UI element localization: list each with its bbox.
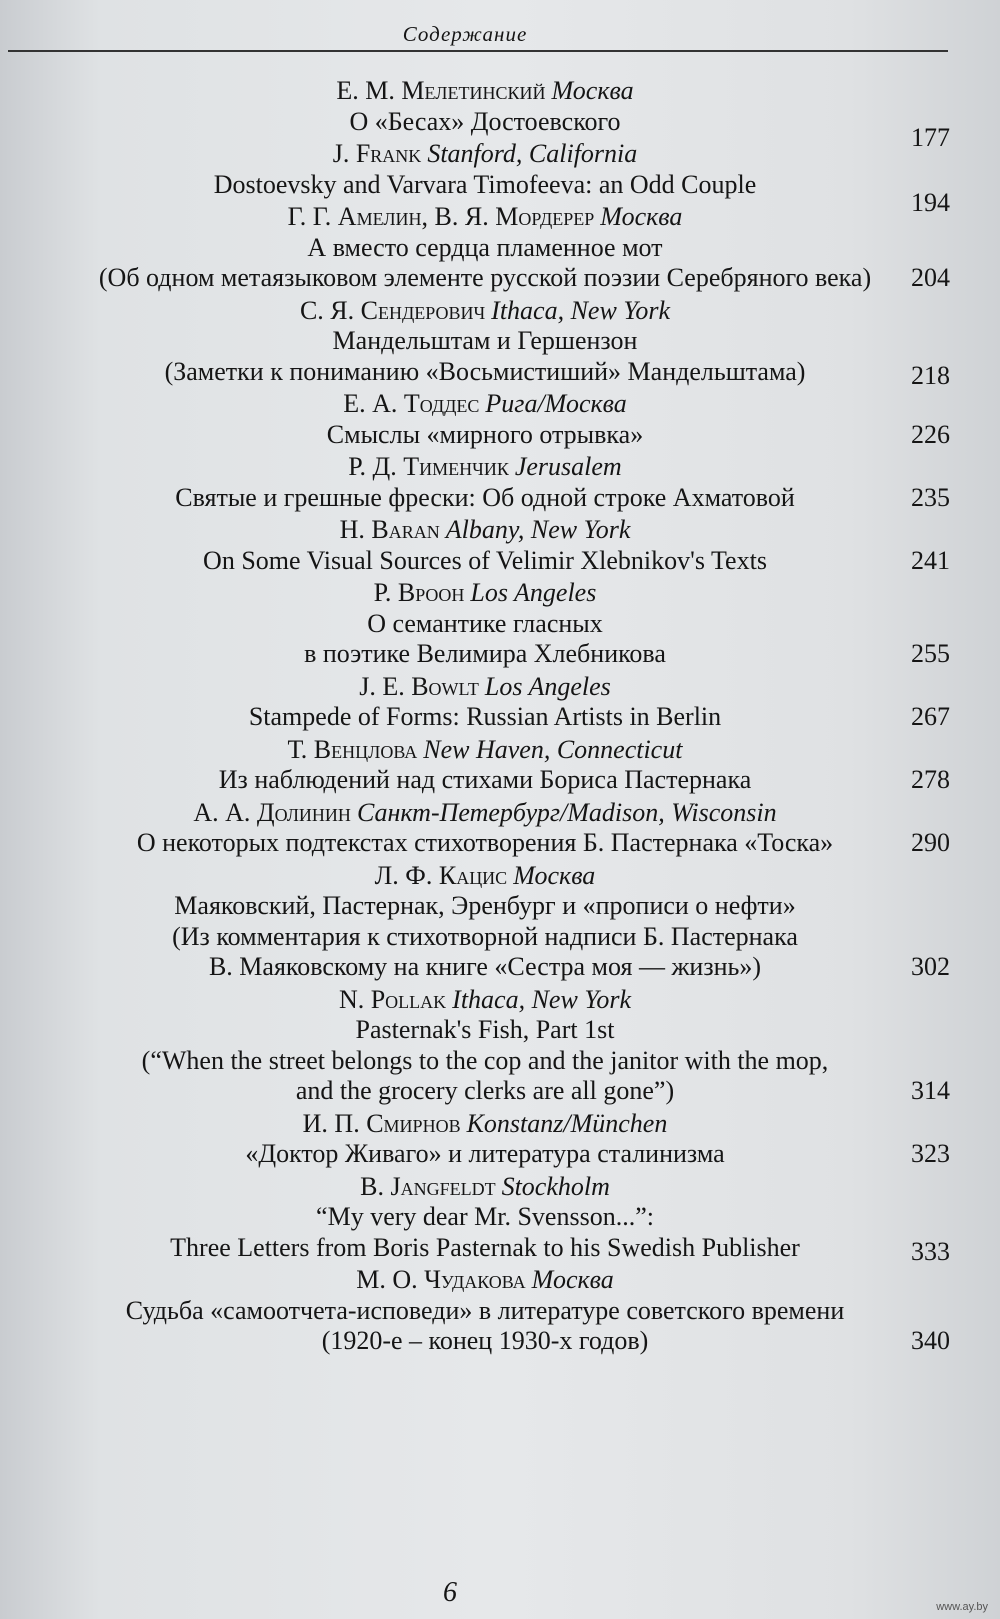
entry-page-number: 235 <box>911 482 950 512</box>
entry-place: Los Angeles <box>470 578 597 607</box>
entry-place: Москва <box>600 202 683 231</box>
entry-place: Stockholm <box>501 1171 610 1201</box>
entry-title-line: Stampede of Forms: Russian Artists in Berlin <box>248 702 722 731</box>
entry-place: Москва <box>531 1265 614 1294</box>
entry-heading <box>30 1265 940 1296</box>
entry-title-line: А вместо сердца пламенное мот <box>307 232 663 262</box>
entry-author: И. П. Смирнов <box>302 1108 461 1138</box>
entry-title-line: О семантике гласных <box>367 608 603 638</box>
entry-place: Los Angeles <box>484 671 611 701</box>
toc-entry <box>30 798 950 859</box>
entry-author: Р. Д. Тименчик <box>348 452 509 481</box>
entry-heading <box>30 452 940 483</box>
entry-heading <box>30 1109 940 1140</box>
entry-title-line: On Some Visual Sources of Velimir Xlebnikov's Texts <box>203 545 767 575</box>
entry-title-line: Мандельштам и Гершензон <box>332 326 638 355</box>
entry-title-line: Dostoevsky and Varvara Timofeeva: an Odd Couple <box>213 169 757 199</box>
entry-title-line: (Об одном метаязыковом элементе русской поэзии Серебряного века) <box>98 263 872 292</box>
entry-author: H. Baran <box>339 515 440 544</box>
entry-title-line: “My very dear Mr. Svensson...”: <box>316 1202 654 1231</box>
entry-page-number: 267 <box>911 702 950 731</box>
entry-title-line: Смыслы «мирного отрывка» <box>326 419 644 449</box>
toc-entry <box>30 985 950 1107</box>
entry-page-number: 290 <box>911 828 950 857</box>
entry-author: Л. Ф. Кацис <box>374 860 508 890</box>
entry-title-line: Маяковский, Пастернак, Эренбург и «прописи о нефти» <box>174 891 796 920</box>
entry-place: Рига/Москва <box>485 389 627 418</box>
toc-entry <box>30 735 950 796</box>
entry-title-line: Three Letters from Boris Pasternak to his Swedish Publisher <box>170 1232 800 1262</box>
entry-title-line: Pasternak's Fish, Part 1st <box>355 1015 615 1044</box>
entry-page-number: 333 <box>911 1236 950 1266</box>
entry-page-number: 226 <box>911 419 950 449</box>
entry-page-number: 218 <box>911 360 950 390</box>
entry-title-line: в поэтике Велимира Хлебникова <box>304 639 666 668</box>
entry-title-line: (1920-е – конец 1930-х годов) <box>321 1326 649 1355</box>
entry-page-number: 204 <box>911 263 950 292</box>
toc-entry <box>30 515 950 576</box>
entry-author: Г. Г. Амелин, В. Я. Мордерер <box>287 202 595 231</box>
entry-page-number: 314 <box>911 1076 950 1105</box>
entry-author: М. О. Чудакова <box>356 1265 526 1294</box>
entry-author: N. Pollak <box>338 984 447 1014</box>
entry-page-number: 255 <box>911 639 950 668</box>
running-header: Содержание <box>402 22 528 46</box>
toc-entry <box>30 452 950 513</box>
entry-heading <box>30 1172 940 1203</box>
entry-author: Т. Венцлова <box>287 734 418 764</box>
entry-heading <box>30 798 940 829</box>
entry-heading <box>30 735 940 766</box>
entry-author: B. Jangfeldt <box>360 1171 496 1201</box>
entry-place: Ithaca, New York <box>491 295 671 325</box>
toc-entry <box>30 578 950 670</box>
entry-title-line: Судьба «самоотчета-исповеди» в литературе советского времени <box>125 1295 845 1325</box>
entry-place: Jerusalem <box>514 452 622 481</box>
entry-place: Ithaca, New York <box>452 984 632 1014</box>
entry-page-number: 323 <box>911 1139 950 1168</box>
entry-heading <box>30 202 940 233</box>
entry-heading <box>30 578 940 609</box>
entry-title-line: and the grocery clerks are all gone”) <box>295 1076 675 1105</box>
entry-page-number: 194 <box>911 187 950 217</box>
toc-entry <box>30 1172 950 1264</box>
entry-page-number: 177 <box>911 122 950 152</box>
toc-entry <box>30 861 950 983</box>
entry-heading <box>30 139 940 170</box>
toc-entry <box>30 389 950 450</box>
entry-place: Москва <box>513 860 596 890</box>
entry-place: Konstanz/München <box>466 1108 668 1138</box>
toc-entry <box>30 296 950 388</box>
entry-heading <box>30 985 940 1016</box>
entry-place: Stanford, California <box>427 139 638 168</box>
entry-title-line: «Доктор Живаго» и литература сталинизма <box>245 1139 725 1168</box>
entry-title-line: (Из комментария к стихотворной надписи Б. Пастернака <box>172 921 798 951</box>
entry-title-line: (Заметки к пониманию «Восьмистиший» Мандельштама) <box>164 356 806 386</box>
entry-author: С. Я. Сендерович <box>299 295 486 325</box>
toc-entry <box>30 202 950 294</box>
entry-author: J. E. Bowlt <box>359 671 479 701</box>
toc-entry <box>30 1109 950 1170</box>
entry-author: Р. Вроон <box>373 578 465 607</box>
entry-author: А. А. Долинин <box>193 797 351 827</box>
entry-place: New Haven, Connecticut <box>423 734 683 764</box>
entry-heading <box>30 672 940 703</box>
entry-title-line: Святые и грешные фрески: Об одной строке Ахматовой <box>175 482 795 512</box>
watermark: www.ay.by <box>936 1601 988 1613</box>
toc-entry <box>30 1265 950 1357</box>
entry-author: Е. А. Тоддес <box>343 389 480 418</box>
entry-author: J. Frank <box>332 139 422 168</box>
entry-heading <box>30 76 940 107</box>
table-of-contents <box>30 76 950 1359</box>
entry-place: Москва <box>551 76 634 105</box>
entry-author: Е. М. Мелетинский <box>336 76 546 105</box>
entry-heading <box>30 515 940 546</box>
entry-title-line: Из наблюдений над стихами Бориса Пастернака <box>218 765 752 794</box>
entry-title-line: О некоторых подтекстах стихотворения Б. Пастернака «Тоска» <box>136 828 834 857</box>
entry-page-number: 278 <box>911 765 950 794</box>
entry-title-line: (“When the street belongs to the cop and the janitor with the mop, <box>141 1045 829 1075</box>
entry-page-number: 241 <box>911 545 950 575</box>
entry-title-line: О «Бесах» Достоевского <box>349 106 621 136</box>
page-number-footer: 6 <box>443 1577 457 1608</box>
header-rule <box>8 50 948 52</box>
entry-heading <box>30 861 940 892</box>
entry-place: Albany, New York <box>445 515 631 544</box>
entry-page-number: 340 <box>911 1326 950 1355</box>
toc-entry <box>30 672 950 733</box>
entry-place: Санкт-Петербург/Madison, Wisconsin <box>356 797 777 827</box>
entry-page-number: 302 <box>911 952 950 981</box>
entry-title-line: В. Маяковскому на книге «Сестра моя — жизнь») <box>208 952 762 981</box>
toc-entry <box>30 76 950 152</box>
entry-heading <box>30 296 940 327</box>
entry-heading <box>30 389 940 420</box>
